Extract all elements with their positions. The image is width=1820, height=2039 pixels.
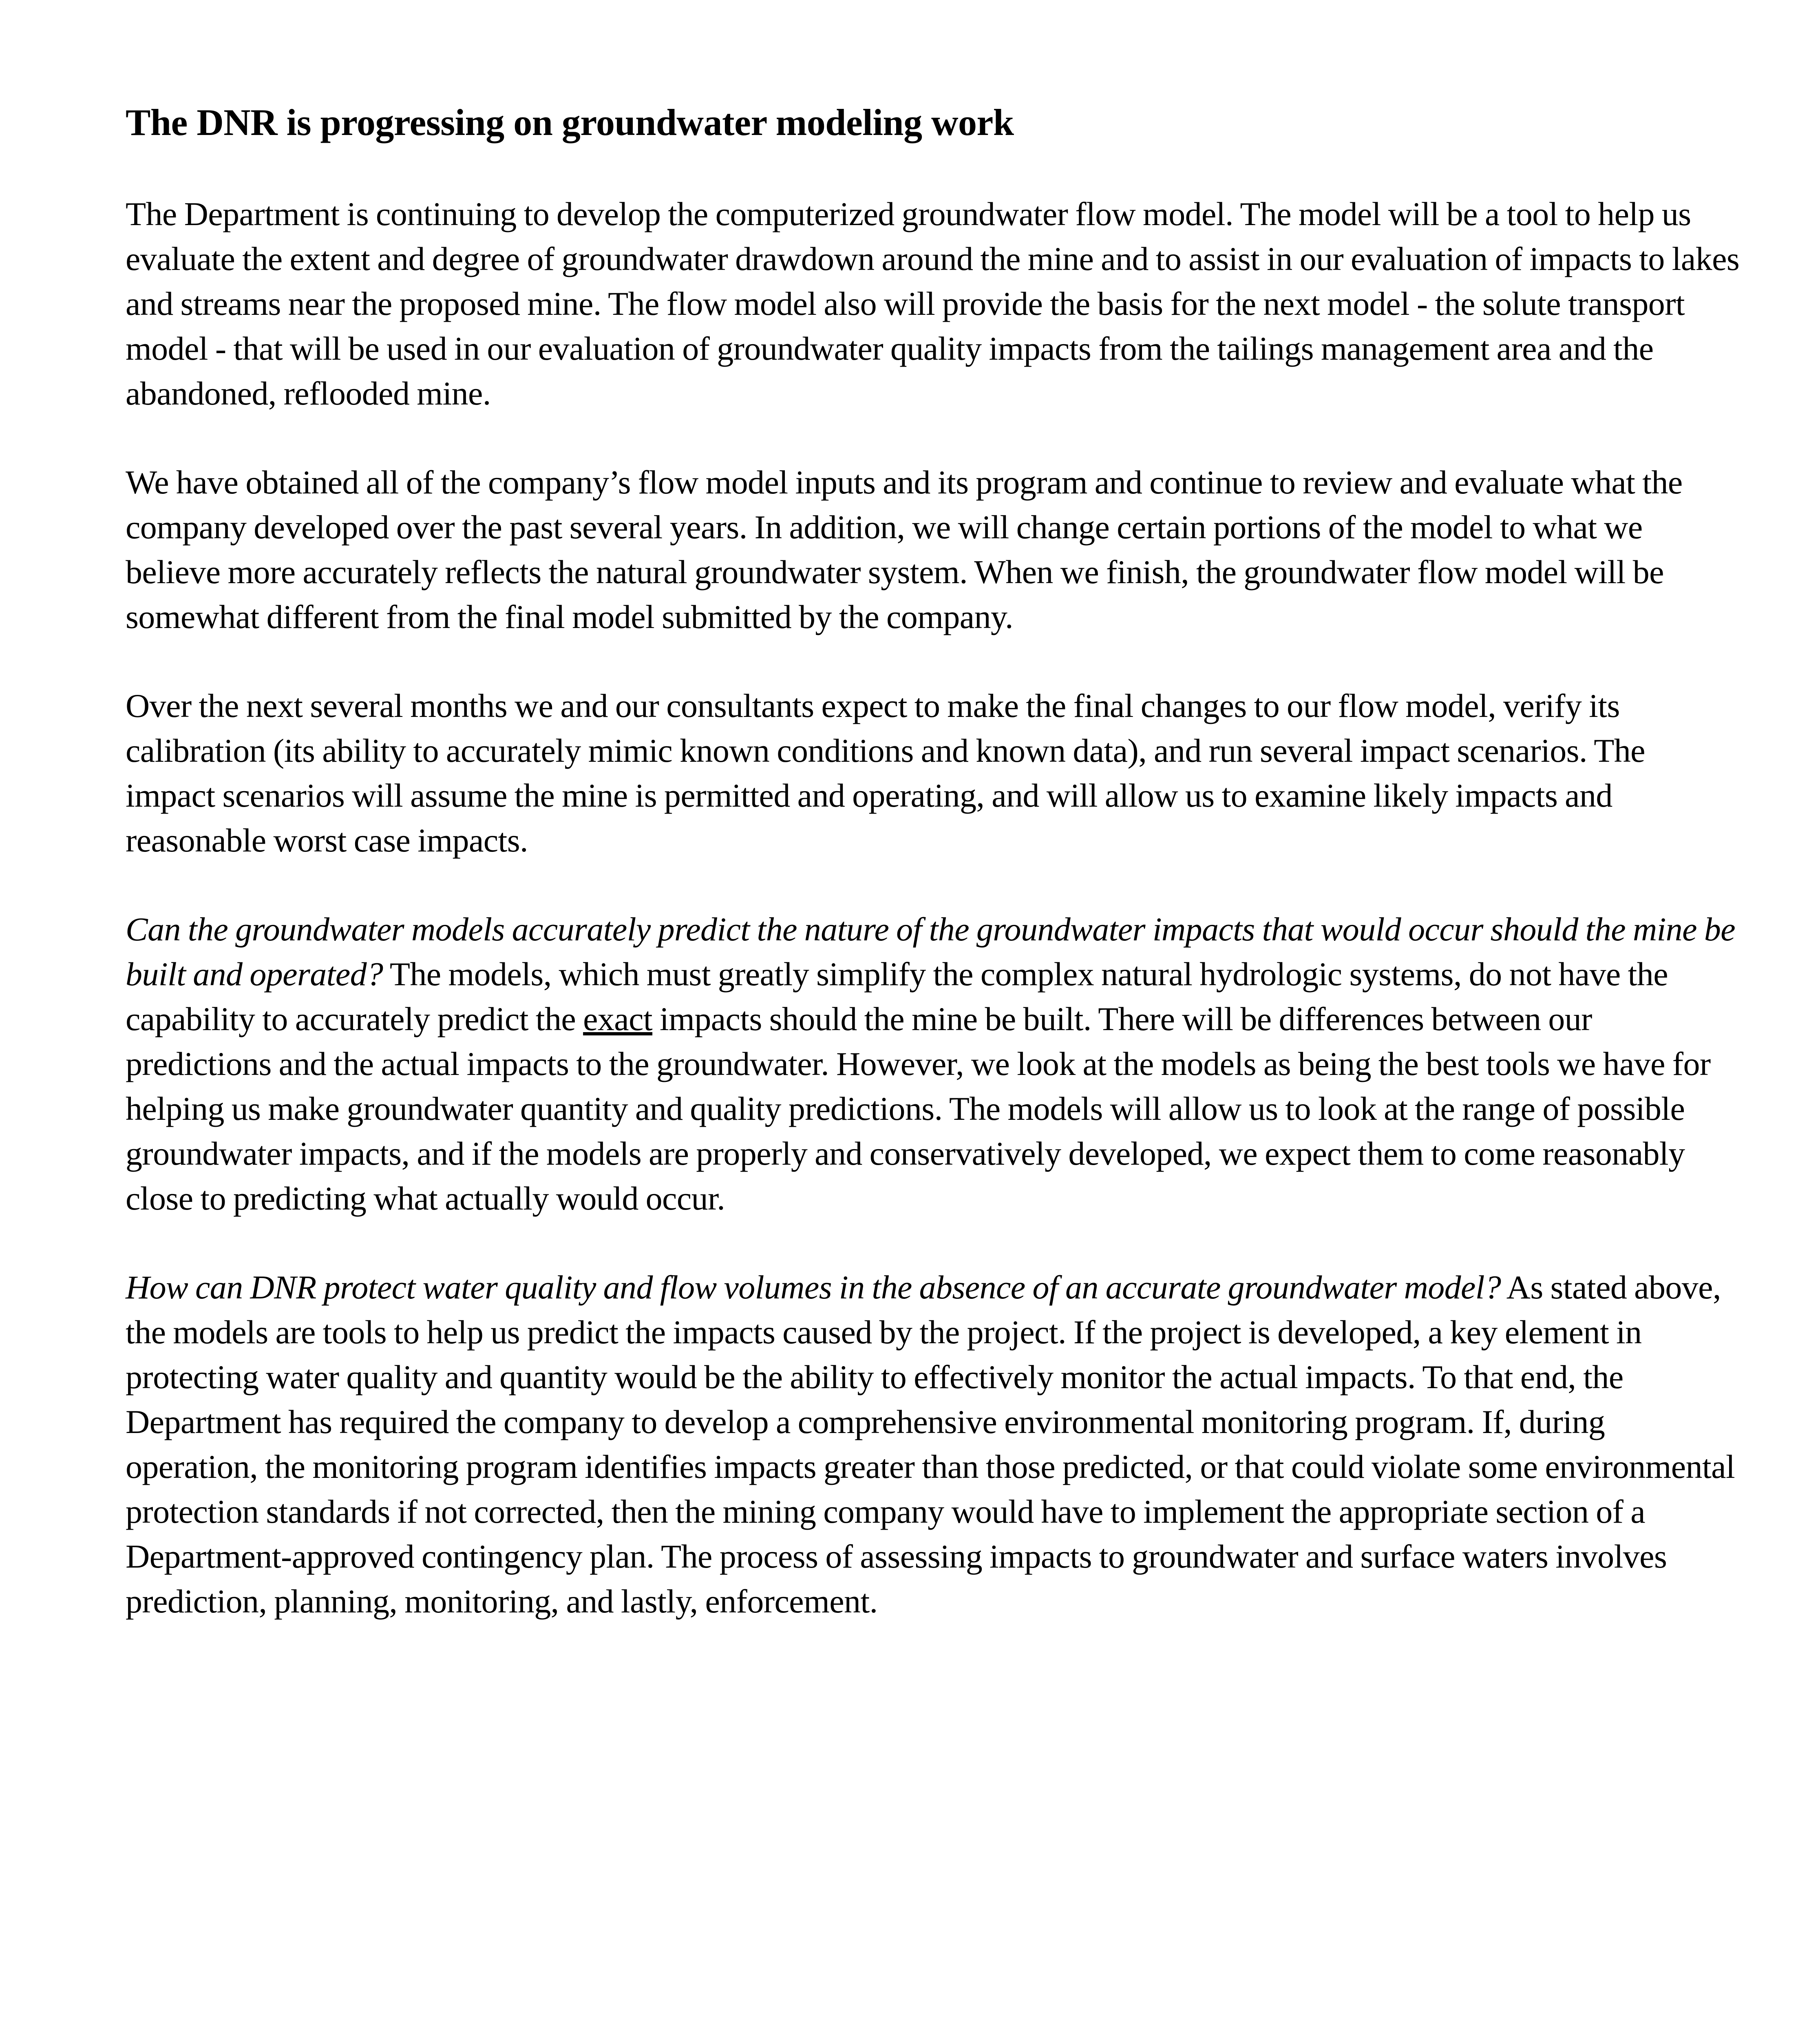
- paragraph-model-accuracy: [126, 907, 1740, 1221]
- question-water-protection: How can DNR protect water quality and flow volumes in the absence of an accurate groundwater model?: [126, 1269, 1501, 1306]
- underlined-word-exact: exact: [583, 1000, 653, 1037]
- answer-water-protection: As stated above, the models are tools to help us predict the impacts caused by the project. If the project is developed, a key element in protecting water quality and quantity would be the ability to effectively monitor the actual impacts. To that end, the Department has required the company to develop a comprehensive environmental monitoring program. If, during operation, the monitoring program identifies impacts greater than those predicted, or that could violate some environmental protection standards if not corrected, then the mining company would have to implement the appropriate section of a Department-approved contingency plan. The process of assessing impacts to groundwater and surface waters involves prediction, planning, monitoring, and lastly, enforcement.: [126, 1269, 1735, 1620]
- document-body: [126, 98, 1740, 1668]
- paragraph-model-development: The Department is continuing to develop the computerized groundwater flow model. The model will be a tool to help us evaluate the extent and degree of groundwater drawdown around the mine and to assist in our evaluation of impacts to lakes and streams near the proposed mine. The flow model also will provide the basis for the next model - the solute transport model - that will be used in our evaluation of groundwater quality impacts from the tailings management area and the abandoned, reflooded mine.: [126, 195, 1740, 412]
- paragraph-company-inputs: We have obtained all of the company’s flow model inputs and its program and continue to review and evaluate what the company developed over the past several years. In addition, we will change certain portions of the model to what we believe more accurately reflects the natural groundwater system. When we finish, the groundwater flow model will be somewhat different from the final model submitted by the company.: [126, 464, 1683, 635]
- answer-text-after: impacts should the mine be built. There will be differences between our predictions and the actual impacts to the groundwater. However, we look at the models as being the best tools we have for helping us make groundwater quantity and quality predictions. The models will allow us to look at the range of possible groundwater impacts, and if the models are properly and conservatively developed, we expect them to come reasonably close to predicting what actually would occur.: [126, 1000, 1711, 1217]
- question-model-accuracy: Can the groundwater models accurately predict the nature of the groundwater impacts that would occur should the mine be built and operated?: [126, 911, 1736, 993]
- paragraph-next-months: Over the next several months we and our consultants expect to make the final changes to our flow model, verify its calibration (its ability to accurately mimic known conditions and known data), and run several impact scenarios. The impact scenarios will assume the mine is permitted and operating, and will allow us to examine likely impacts and reasonable worst case impacts.: [126, 687, 1645, 859]
- paragraph-water-protection: [126, 1265, 1740, 1624]
- section-heading: The DNR is progressing on groundwater modeling work: [126, 102, 1014, 143]
- answer-text-before: The models, which must greatly simplify the complex natural hydrologic systems, do not have the capability to accurately predict the: [126, 955, 1668, 1037]
